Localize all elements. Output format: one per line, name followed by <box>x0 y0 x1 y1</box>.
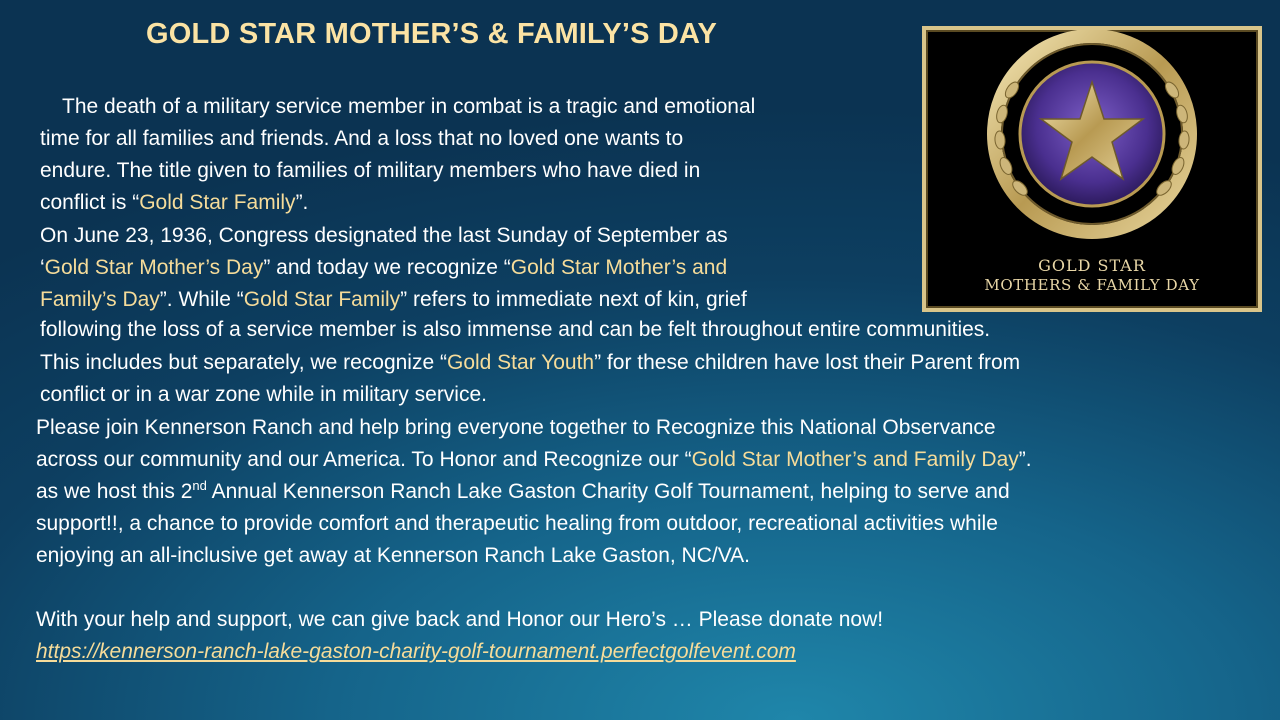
highlight-text: Family’s Day <box>40 288 160 311</box>
body-text: conflict is “ <box>40 191 140 214</box>
body-text: ”. <box>1018 448 1032 471</box>
body-line-12 <box>36 476 1010 508</box>
body-text: ‘ <box>40 256 45 279</box>
body-text: ” for these children have lost their Parent from <box>594 351 1021 374</box>
highlight-text: Gold Star Mother’s Day <box>44 256 264 279</box>
body-text: ”. While “ <box>159 288 244 311</box>
highlight-text: Gold Star Family <box>243 288 401 311</box>
body-line-5 <box>40 252 727 284</box>
highlight-text: Gold Star Mother’s and <box>510 256 728 279</box>
body-text: ” and today we recognize “ <box>263 256 511 279</box>
body-line-1 <box>40 123 683 155</box>
gold-star-badge <box>922 26 1262 312</box>
donation-link[interactable]: https://kennerson-ranch-lake-gaston-charity-golf-tournament.perfectgolfevent.com <box>36 640 796 663</box>
body-text: Annual Kennerson Ranch Lake Gaston Charity Golf Tournament, helping to serve and <box>206 480 1010 503</box>
body-line-7 <box>40 314 990 346</box>
body-text: support!!, a chance to provide comfort and therapeutic healing from outdoor, recreational activities while <box>36 512 998 535</box>
body-text: following the loss of a service member is also immense and can be felt throughout entire communities. <box>40 318 991 341</box>
body-text: On June 23, 1936, Congress designated the last Sunday of September as <box>40 224 728 247</box>
body-line-2 <box>40 155 700 187</box>
badge-line-1: GOLD STAR <box>1038 256 1146 275</box>
body-line-14 <box>36 540 750 572</box>
superscript-text: nd <box>192 478 207 493</box>
body-line-3 <box>40 187 308 219</box>
body-text: Please join Kennerson Ranch and help bring everyone together to Recognize this National Observance <box>36 416 996 439</box>
body-text: ”. <box>295 191 309 214</box>
body-line-10 <box>36 412 996 444</box>
body-text: This includes but separately, we recognize “ <box>40 351 447 374</box>
body-line-4 <box>40 220 728 252</box>
body-text: With your help and support, we can give back and Honor our Hero’s … Please donate now! <box>36 608 884 631</box>
body-text: conflict or in a war zone while in military service. <box>40 383 487 406</box>
badge-line-2: MOTHERS & FAMILY DAY <box>984 276 1200 294</box>
body-text: across our community and our America. To Honor and Recognize our “ <box>36 448 692 471</box>
body-line-11 <box>36 444 1032 476</box>
body-text: as we host this 2 <box>36 480 193 503</box>
highlight-text: Gold Star Youth <box>446 351 595 374</box>
body-line-0 <box>62 91 755 123</box>
body-text: endure. The title given to families of military members who have died in <box>40 159 701 182</box>
highlight-text: Gold Star Mother’s and Family Day <box>691 448 1019 471</box>
body-line-6 <box>40 284 747 316</box>
body-line-15 <box>36 604 883 636</box>
body-line-9 <box>40 379 487 411</box>
body-text: ” refers to immediate next of kin, grief <box>400 288 747 311</box>
body-line-8 <box>40 347 1020 379</box>
highlight-text: Gold Star Family <box>139 191 296 214</box>
page-title: GOLD STAR MOTHER’S & FAMILY’S DAY <box>146 18 718 50</box>
body-line-13 <box>36 508 998 540</box>
body-text: time for all families and friends. And a loss that no loved one wants to <box>40 127 684 150</box>
body-text: enjoying an all-inclusive get away at Kennerson Ranch Lake Gaston, NC/VA. <box>36 544 751 567</box>
body-text: The death of a military service member in combat is a tragic and emotional <box>62 95 756 118</box>
